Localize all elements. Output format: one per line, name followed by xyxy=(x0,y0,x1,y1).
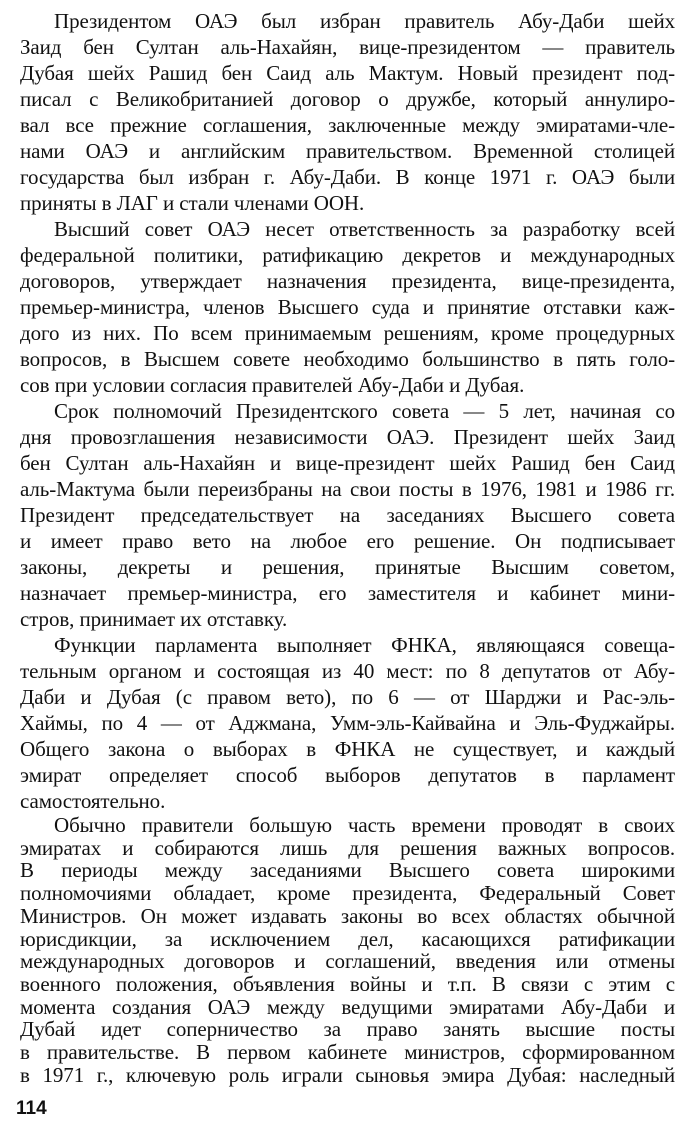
paragraph-3-line-3: бен Султан аль-Нахайян и вице-президент шейх Рашид бен Саид xyxy=(20,451,675,475)
paragraph-1-line-3: Дубая шейх Рашид бен Саид аль Мактум. Новый президент под- xyxy=(20,61,675,85)
paragraph-2-line-6: вопросов, в Высшем совете необходимо большинство в пять голо- xyxy=(20,347,675,371)
paragraph-2-line-7: сов при условии согласия правителей Абу-Даби и Дубая. xyxy=(20,373,525,397)
paragraph-1-line-4: писал с Великобританией договор о дружбе, который аннулиро- xyxy=(20,87,675,111)
paragraph-2-line-3: договоров, утверждает назначения президента, вице-президента, xyxy=(20,269,675,293)
paragraph-3-line-8: назначает премьер-министра, его заместителя и кабинет мини- xyxy=(20,581,675,605)
paragraph-5-line-11: в правительстве. В первом кабинете министров, сформированном xyxy=(20,1040,675,1064)
paragraph-3-line-7: законы, декреты и решения, принятые Высшим советом, xyxy=(20,555,675,579)
paragraph-3-line-2: дня провозглашения независимости ОАЭ. Президент шейх Заид xyxy=(20,425,675,449)
paragraph-3-line-4: аль-Мактума были переизбраны на свои посты в 1976, 1981 и 1986 гг. xyxy=(20,477,675,501)
paragraph-5-line-6: юрисдикции, за исключением дел, касающихся ратификации xyxy=(20,926,675,951)
paragraph-3-line-9: стров, принимает их отставку. xyxy=(20,607,288,631)
paragraph-5-line-7: международных договоров и соглашений, введения или отмены xyxy=(20,949,675,974)
paragraph-5-line-1: Обычно правители большую часть времени проводят в своих xyxy=(54,813,675,837)
paragraph-4-line-4: Хаймы, по 4 — от Аджмана, Умм-эль-Кайвайна и Эль-Фуджайры. xyxy=(20,711,675,735)
paragraph-5-line-2: эмиратах и собираются лишь для решения важных вопросов. xyxy=(20,835,675,860)
paragraph-1-line-7: государства был избран г. Абу-Даби. В конце 1971 г. ОАЭ были xyxy=(20,165,675,189)
paragraph-5-line-9: момента создания ОАЭ между ведущими эмиратами Абу-Даби и xyxy=(20,994,675,1019)
paragraph-5-line-10: Дубай идет соперничество за право занять высшие посты xyxy=(20,1017,675,1042)
paragraph-4-line-6: эмират определяет способ выборов депутатов в парламент xyxy=(20,763,675,787)
paragraph-4-line-5: Общего закона о выборах в ФНКА не существует, и каждый xyxy=(20,737,675,761)
paragraph-5-line-8: военного положения, объявления войны и т.п. В связи с этим с xyxy=(20,971,675,996)
paragraph-3-line-6: и имеет право вето на любое его решение. Он подписывает xyxy=(20,529,675,553)
paragraph-4-line-7: самостоятельно. xyxy=(20,789,166,813)
paragraph-1-line-6: нами ОАЭ и английским правительством. Временной столицей xyxy=(20,139,675,163)
paragraph-3-line-1: Срок полномочий Президентского совета — 5 лет, начиная со xyxy=(54,399,675,423)
page-number: 114 xyxy=(16,1098,47,1119)
paragraph-5-line-5: Министров. Он может издавать законы во всех областях обычной xyxy=(20,903,675,928)
paragraph-2-line-2: федеральной политики, ратификацию декретов и международных xyxy=(20,243,675,267)
paragraph-4-line-2: тельным органом и состоящая из 40 мест: по 8 депутатов от Абу- xyxy=(20,659,675,683)
paragraph-4-line-3: Даби и Дубая (с правом вето), по 6 — от Шарджи и Рас-эль- xyxy=(20,685,675,709)
paragraph-2-line-5: дого из них. По всем принимаемым решениям, кроме процедурных xyxy=(20,321,675,345)
paragraph-1-line-2: Заид бен Султан аль-Нахайян, вице-президентом — правитель xyxy=(20,35,675,59)
paragraph-4-line-1: Функции парламента выполняет ФНКА, являющаяся совеща- xyxy=(54,633,675,657)
paragraph-1-line-1: Президентом ОАЭ был избран правитель Абу-Даби шейх xyxy=(54,9,675,33)
paragraph-2-line-4: премьер-министра, членов Высшего суда и принятие отставки каж- xyxy=(20,295,675,319)
paragraph-2-line-1: Высший совет ОАЭ несет ответственность за разработку всей xyxy=(54,217,675,241)
paragraph-1-line-5: вал все прежние соглашения, заключенные между эмиратами-чле- xyxy=(20,113,675,137)
paragraph-3-line-5: Президент председательствует на заседаниях Высшего совета xyxy=(20,503,675,527)
paragraph-5-line-12: в 1971 г., ключевую роль играли сыновья эмира Дубая: наследный xyxy=(20,1062,675,1087)
paragraph-5-line-3: В периоды между заседаниями Высшего совета широкими xyxy=(20,858,675,883)
paragraph-5-line-4: полномочиями обладает, кроме президента, Федеральный Совет xyxy=(20,881,675,906)
paragraph-1-line-8: приняты в ЛАГ и стали членами ООН. xyxy=(20,191,365,215)
